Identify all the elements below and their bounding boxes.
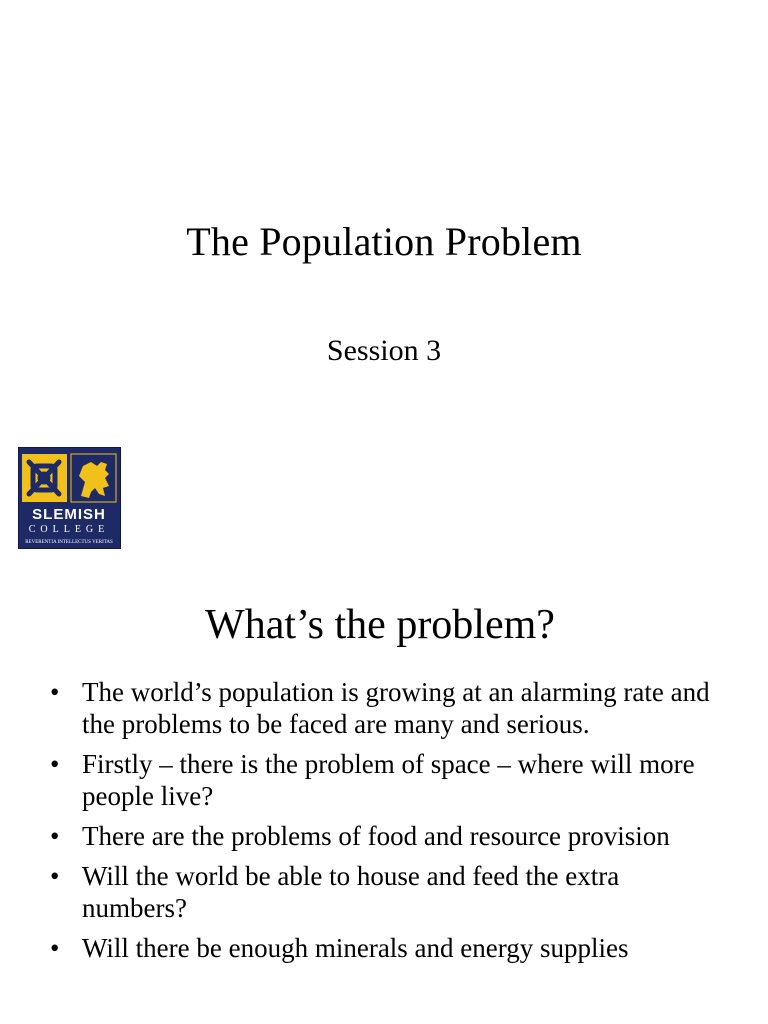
logo-motto: REVERENTIA INTELLECTUS VERITAS [25,540,113,545]
bullet-text: Will there be enough minerals and energy supplies [82,933,629,963]
bullet-text: Firstly – there is the problem of space – where will more people live? [82,749,695,811]
bullet-text: The world’s population is growing at an alarming rate and the problems to be faced are many and serious. [82,677,710,739]
bullet-text: There are the problems of food and resource provision [82,821,670,851]
slide-subtitle: Session 3 [326,334,442,367]
bullet-dot-icon: • [50,677,60,707]
bullet-text: Will the world be able to house and feed the extra numbers? [82,861,620,923]
bullet-item [50,748,710,812]
logo-sub: COLLEGE [28,524,110,535]
bullet-list [50,676,710,972]
slide-title: The Population Problem [186,219,582,264]
slide-heading: What’s the problem? [205,602,555,648]
logo-emblem-icon [19,448,120,548]
bullet-dot-icon: • [50,861,60,891]
bullet-dot-icon: • [50,821,60,851]
bullet-item [50,932,710,964]
logo-name: SLEMISH [32,506,106,523]
bullet-dot-icon: • [50,933,60,963]
bullet-dot-icon: • [50,749,60,779]
bullet-item [50,676,710,740]
content-slide [0,568,768,1024]
college-logo [18,447,121,549]
bullet-item [50,860,710,924]
bullet-item [50,820,710,852]
celtic-knot-icon [29,462,59,494]
